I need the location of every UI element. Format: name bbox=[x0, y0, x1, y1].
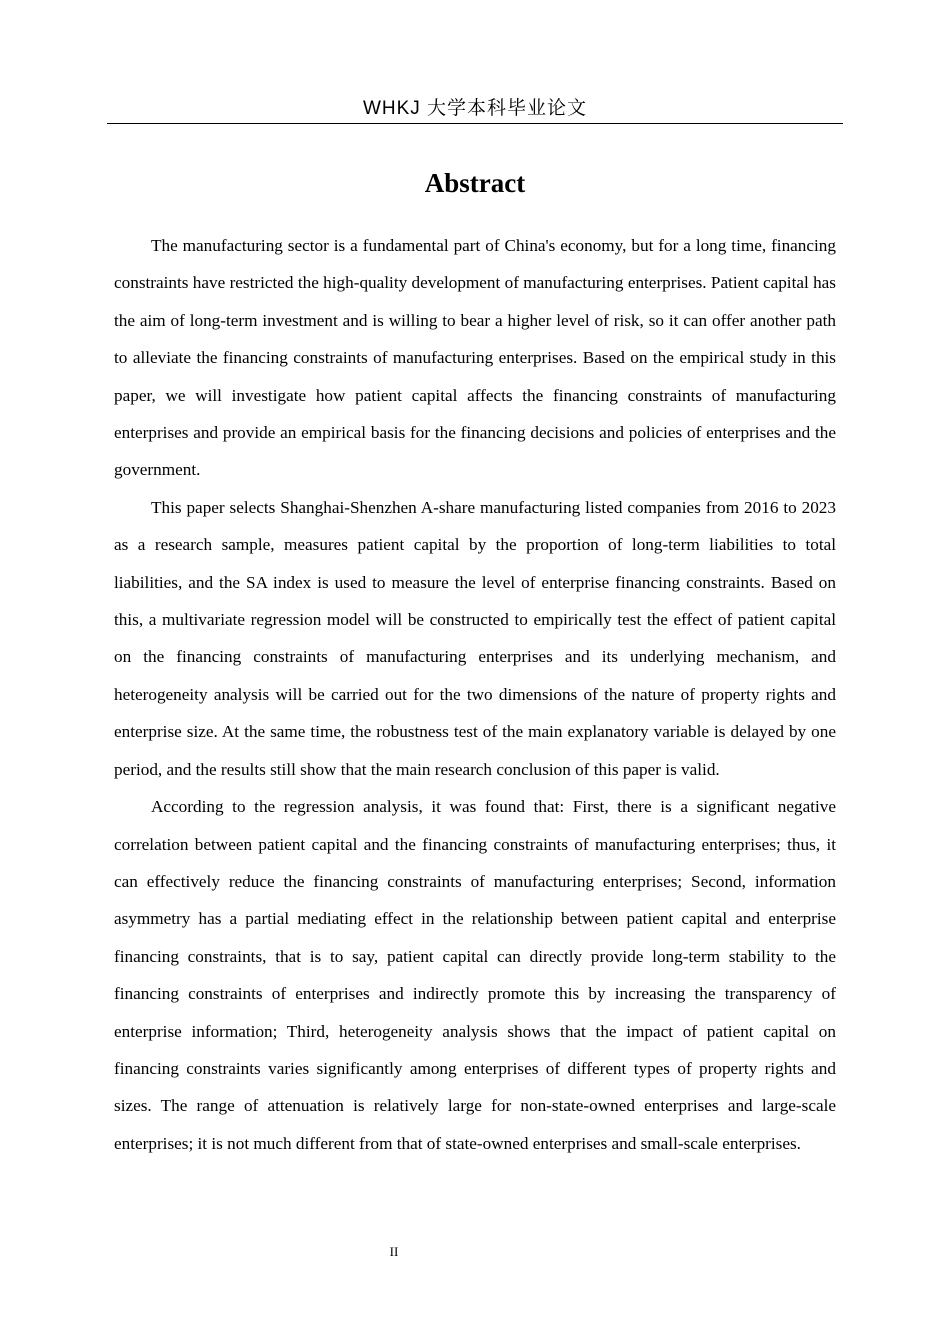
page-number: II bbox=[389, 1244, 399, 1259]
running-header: WHKJ 大学本科毕业论文 bbox=[362, 98, 588, 119]
abstract-paragraph-3: According to the regression analysis, it was found that: First, there is a significant negative correlation between patient capital and the financing constraints of manufacturing enterprises; thus, it can effectively reduce the financing constraints of manufacturing enterprises; Second, information asymmetry has a partial mediating effect in the relationship between patient capital and enterprise financing constraints, that is to say, patient capital can directly provide long-term stability to the financing constraints of enterprises and indirectly promote this by increasing the transparency of enterprise information; Third, heterogeneity analysis shows that the impact of patient capital on financing constraints varies significantly among enterprises of different types of property rights and sizes. The range of attenuation is relatively large for non-state-owned enterprises and large-scale enterprises; it is not much different from that of state-owned enterprises and small-scale enterprises. bbox=[114, 797, 836, 1153]
abstract-paragraph-2: This paper selects Shanghai-Shenzhen A-share manufacturing listed companies from 2016 to 2023 as a research sample, measures patient capital by the proportion of long-term liabilities to total liabilities, and the SA index is used to measure the level of enterprise financing constraints. Based on this, a multivariate regression model will be constructed to empirically test the effect of patient capital on the financing constraints of manufacturing enterprises and its underlying mechanism, and heterogeneity analysis will be carried out for the two dimensions of the nature of property rights and enterprise size. At the same time, the robustness test of the main explanatory variable is delayed by one period, and the results still show that the main research conclusion of this paper is valid. bbox=[114, 497, 836, 779]
header-divider bbox=[107, 123, 843, 124]
page-title: Abstract bbox=[424, 168, 526, 198]
abstract-paragraph-1: The manufacturing sector is a fundamental part of China's economy, but for a long time, financing constraints have restricted the high-quality development of manufacturing enterprises. Patient capital has the aim of long-term investment and is willing to bear a higher level of risk, so it can offer another path to alleviate the financing constraints of manufacturing enterprises. Based on the empirical study in this paper, we will investigate how patient capital affects the financing constraints of manufacturing enterprises and provide an empirical basis for the financing decisions and policies of enterprises and the government. bbox=[114, 236, 836, 480]
abstract-body bbox=[114, 227, 836, 1162]
